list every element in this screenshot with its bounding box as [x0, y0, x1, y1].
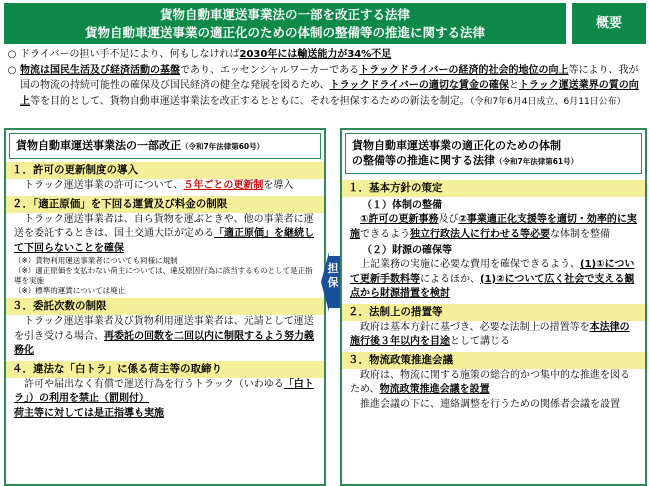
right-subheading-2: （２）財源の確保等: [362, 245, 452, 256]
body-highlight: 本法律の施行後３年以内を目途: [350, 321, 630, 347]
body-text: トラック運送事業者及び貨物利用運送事業者は、元請として運送を引き受ける場合、: [14, 316, 314, 342]
intro-date: （令和7年6月4日成立、6月11日公布）: [469, 96, 626, 107]
right-section-3-heading: ３．物流政策推進会議: [342, 352, 645, 369]
intro-highlight: トラックドライバーの経済的社会的地位の向上: [359, 64, 569, 76]
right-panel-title: [345, 133, 642, 174]
intro-text: 等により、我が国の物流の持続可能性の確保及び国民経済の健全な発展を図るため、: [20, 64, 639, 91]
intro-text: であり、エッセンシャルワーカーである: [180, 64, 360, 76]
right-sub-2-body: [342, 258, 645, 302]
intro-point-2: [4, 63, 644, 111]
body-highlight: 独立行政法人に行わせる等必要: [410, 228, 550, 240]
right-section-3-body-2: 推進会議の下に、連絡調整を行うための関係者会議を設置: [360, 398, 620, 410]
body-highlight: 荷主等に対しては是正指導も実施: [14, 407, 164, 419]
left-note-3: （※）標準的運賃については廃止: [14, 286, 126, 295]
intro-text: ドライバーの担い手不足により、何もしなければ: [20, 49, 240, 60]
left-section-3-heading: ３．委託次数の制限: [6, 298, 324, 315]
body-text: できるよう: [360, 228, 410, 240]
left-title-note: （令和7年法律第60号）: [181, 142, 265, 151]
body-text: 許可や届出なく有償で運送行為を行うトラック（いわゆる: [24, 378, 284, 390]
intro-highlight: トラック運送業界の質の向上: [20, 80, 639, 107]
overview-badge: 概要: [572, 3, 646, 44]
left-section-4-body: [6, 378, 324, 422]
body-highlight: 「白トラ」）の利用を禁止（罰則付）: [14, 378, 314, 404]
guarantee-label: 担保: [327, 262, 339, 289]
body-highlight: 物流政策推進会議を設置: [379, 384, 490, 395]
body-highlight: ①許可の更新事務: [360, 214, 439, 225]
right-title-line-2: の整備等の推進に関する法律: [352, 154, 495, 167]
title-banner: [4, 3, 566, 44]
body-text: を導入: [263, 180, 294, 191]
body-text: 政府は基本方針に基づき、必要な法制上の措置等を: [360, 321, 590, 333]
intro-highlight: は国民生活及び経済活動の基盤: [40, 64, 180, 76]
body-text: として講じる: [450, 336, 510, 347]
left-section-1-heading: １．許可の更新制度の導入: [6, 162, 324, 179]
right-section-2-body: [342, 321, 645, 350]
body-text: 政府は、物流に関する施策の総合的かつ集中的な推進を図るため、: [350, 369, 630, 395]
left-note-1: （※）貨物利用運送事業者についても同様に規制: [14, 256, 178, 265]
left-panel-title: [9, 133, 321, 159]
right-sub-1-body: [342, 213, 645, 242]
intro-text: 等を目的として、貨物自動車運送事業法を改正するとともに、それを担保するための新法を制定。: [30, 95, 470, 107]
left-section-3-body: [6, 315, 324, 359]
body-text: トラック運送事業者は、自ら貨物を運ぶときや、他の事業者に運送を委託するときは、国土交通大臣が定める: [14, 213, 314, 239]
body-highlight: 再委託の回数を二回以内に制限するよう努力義務化: [14, 330, 314, 356]
body-text: 及び: [438, 214, 459, 225]
intro-section: [4, 47, 644, 110]
left-section-4-heading: ４．違法な「白トラ」に係る荷主等の取締り: [6, 361, 324, 378]
intro-highlight: 2030年には輸送能力が34%不足: [239, 49, 392, 60]
title-line-2: 貨物自動車運送事業の適正化のための体制の整備等の推進に関する法律: [84, 25, 485, 40]
right-panel-new-law: [340, 128, 647, 486]
right-section-1-heading: １．基本方針の策定: [342, 180, 645, 197]
right-section-2-heading: ２．法制上の措置等: [342, 304, 645, 321]
intro-point-1: [4, 47, 644, 63]
right-section-3-body: [342, 369, 645, 398]
right-subheading-1: （１）体制の整備: [362, 200, 442, 211]
bullet-marker: ○: [7, 64, 17, 76]
right-title-line-1: 貨物自動車運送事業の適正化のための体制: [352, 139, 561, 152]
left-section-2-heading: ２．「適正原価」を下回る運賃及び料金の制限: [6, 196, 324, 213]
intro-highlight: 物流: [20, 64, 40, 76]
body-highlight: ５年ごとの更新制: [183, 180, 264, 191]
body-text: トラック運送事業の許可について、: [24, 180, 184, 191]
body-text: によるほか、: [420, 273, 480, 285]
left-title-text: 貨物自動車運送事業法の一部改正: [16, 139, 181, 152]
intro-highlight: トラックドライバーの適切な賃金の確保: [329, 80, 509, 91]
body-highlight: (1)②について広く社会で支える観点から財源措置を検討: [350, 273, 635, 299]
right-title-note: （令和7年法律第61号）: [495, 157, 579, 166]
body-text: 上記業務の実施に必要な費用を確保できるよう、: [360, 259, 580, 270]
left-note-2: （※）適正原価を支払わない荷主については、違反原因行為に該当するものとして是正指導を実施: [14, 266, 313, 285]
left-section-2-body: [6, 213, 324, 257]
body-highlight: (1)①について更新手数料等: [350, 259, 635, 285]
intro-text: と: [508, 80, 519, 91]
body-highlight: ②事業適正化支援等を適切・効率的に実施: [350, 214, 637, 240]
left-section-1-body: [6, 179, 324, 194]
body-highlight: 「適正原価」を継続して下回らないことを確保: [14, 228, 314, 254]
body-text: な体制を整備: [550, 228, 610, 240]
left-panel-amendment: [4, 128, 326, 486]
title-line-1: 貨物自動車運送事業法の一部を改正する法律: [159, 7, 410, 22]
bullet-marker: ○: [7, 49, 17, 60]
